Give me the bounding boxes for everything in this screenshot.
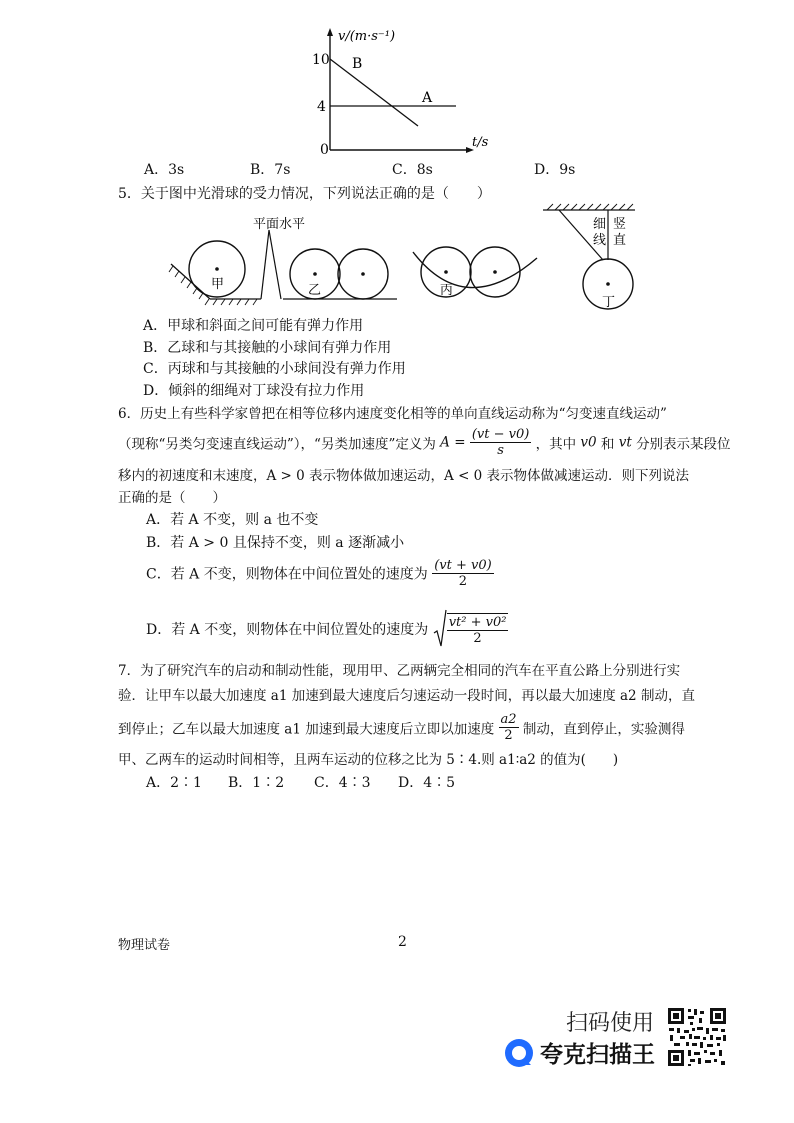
qr-code-icon[interactable] [666,1006,728,1068]
q5-option-b: B．乙球和与其接触的小球间有弹力作用 [143,340,392,356]
figure-jia [169,241,261,305]
q6-option-c [146,558,494,589]
q4-option-b: B．7s [250,162,291,178]
q6-option-d-numerator: vt² + v0² [448,614,507,630]
q6-option-d-text: D．若 A 不变，则物体在中间位置处的速度为 [146,622,429,638]
q7-line-3 [118,712,685,743]
q6-option-d-sqrt [433,609,509,649]
q7-option-b: B．1∶2 [228,775,285,791]
q6-option-c-fraction [432,558,493,589]
q6-option-d-denominator: 2 [473,630,482,646]
label-rope-1: 细 [593,217,607,232]
footer-subject: 物理试卷 [118,938,171,953]
line-b-label: B [352,56,363,72]
q7-fraction [499,712,519,743]
y-axis-label: v/(m·s⁻¹) [338,29,396,44]
q6-symbol-a: A [440,434,450,451]
q7-option-a: A．2∶1 [146,775,202,791]
q6-line-2-c: 分别表示某段位 [636,436,731,453]
sqrt-sign-icon [433,609,447,649]
q6-and: 和 [600,436,615,453]
label-bing: 丙 [440,283,454,298]
figure-bing [413,247,537,298]
vt-graph [300,22,500,162]
q6-option-d-fraction [447,613,509,646]
label-rope-2: 线 [593,233,607,248]
line-b [330,59,418,126]
q6-line-2-a: （现称“另类匀变速直线运动”），“另类加速度”定义为 [118,436,436,453]
line-a-label: A [422,90,433,106]
q6-line-4: 正确的是（ ） [118,490,226,506]
q6-line-1: 6．历史上有些科学家曾把在相等位移内速度变化相等的单向直线运动称为“匀变速直线运动” [118,406,667,422]
label-ding: 丁 [602,295,616,310]
q5-option-a: A．甲球和斜面之间可能有弹力作用 [143,318,364,334]
q5-option-d: D．倾斜的细绳对丁球没有拉力作用 [143,383,365,399]
q6-fraction-numerator: (vt − v0) [471,427,530,442]
q6-option-d [146,609,508,649]
x-axis-label: t/s [472,135,489,150]
q7-option-d: D．4∶5 [398,775,456,791]
label-yi: 乙 [308,283,322,298]
q6-option-a: A．若 A 不变，则 a 也不变 [146,512,319,528]
q6-v0: v0 [580,434,597,451]
q6-line-2-b: ，其中 [535,436,577,453]
tick-label-4: 4 [317,99,326,115]
scan-prompt: 扫码使用 [566,1011,655,1036]
page-number: 2 [398,934,407,950]
q7-fraction-numerator: a2 [500,712,517,727]
label-plane-horizontal: 平面水平 [253,217,306,232]
scan-brand [504,1036,655,1069]
label-jia: 甲 [211,277,225,292]
q6-definition-fraction [470,427,531,458]
q6-option-b: B．若 A > 0 且保持不变，则 a 逐渐减小 [146,535,405,551]
figure-ding [543,204,635,310]
q6-option-c-numerator: (vt + v0) [434,558,492,573]
q6-vt: vt [618,434,632,451]
q5-stem: 5．关于图中光滑球的受力情况，下列说法正确的是（ ） [118,186,491,202]
q7-line-2: 验．让甲车以最大加速度 a1 加速到最大速度后匀速运动一段时间，再以最大加速度 a2 制动，直 [118,688,695,704]
origin-label: 0 [320,142,329,158]
q4-option-d: D．9s [534,162,576,178]
scan-brand-name: 夸克扫描王 [540,1042,655,1068]
q4-option-c: C．8s [392,162,433,178]
q5-option-c: C．丙球和与其接触的小球间没有弹力作用 [143,361,406,377]
q7-line-4: 甲、乙两车的运动时间相等，且两车运动的位移之比为 5∶4.则 a1∶a2 的值为( ) [118,752,619,768]
q7-line-3-b: 制动，直到停止，实验测得 [522,721,685,738]
q7-fraction-denominator: 2 [504,728,513,743]
quark-logo-icon [504,1038,534,1068]
q6-fraction-denominator: s [497,443,504,458]
label-vertical-2: 直 [613,233,627,248]
q6-line-3: 移内的初速度和末速度，A > 0 表示物体做加速运动，A < 0 表示物体做减速运动．则下列说法 [118,468,690,484]
q7-line-3-a: 到停止；乙车以最大加速度 a1 加速到最大速度后立即以加速度 [118,721,495,738]
label-vertical-1: 竖 [613,217,627,232]
q5-figure [165,202,645,314]
q6-option-c-denominator: 2 [458,574,468,589]
q7-line-1: 7．为了研究汽车的启动和制动性能，现用甲、乙两辆完全相同的汽车在平直公路上分别进行实 [118,663,681,679]
tick-label-10: 10 [312,52,330,68]
y-axis-arrow [327,28,333,36]
hatch-ceiling [547,204,633,210]
q4-option-a: A．3s [144,162,185,178]
figure-yi [283,249,397,299]
q6-line-2: （现称“另类匀变速直线运动”），“另类加速度”定义为 A = $\frac{(vt - v0)}{s}$ ，其中 v0 和 vt 分别表示某段位 [118,427,731,458]
q6-option-c-text: C．若 A 不变，则物体在中间位置处的速度为 [146,566,428,583]
q7-option-c: C．4∶3 [314,775,371,791]
